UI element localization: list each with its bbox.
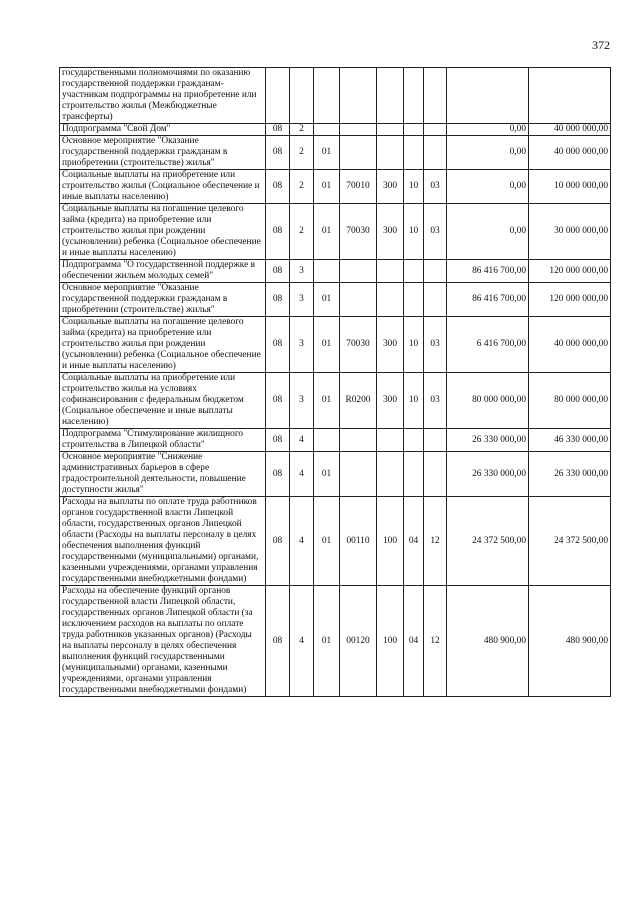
amount-year-1: 0,00 (447, 136, 529, 170)
code-program (314, 429, 340, 452)
code-razdel (266, 68, 290, 124)
row-name: государственными полномочиями по оказанию государственной поддержки гражданам-участникам подпрограммы на приобретение или строительство жилья (Межбюджетные трансферты) (60, 68, 266, 124)
code-section (404, 452, 424, 497)
code-direction: 70030 (340, 204, 377, 260)
code-subsection (424, 452, 447, 497)
code-vid (377, 124, 404, 136)
code-section: 10 (404, 317, 424, 373)
amount-year-1: 24 372 500,00 (447, 497, 529, 586)
code-program: 01 (314, 170, 340, 204)
code-section: 10 (404, 204, 424, 260)
amount-year-2: 40 000 000,00 (529, 136, 611, 170)
code-section: 04 (404, 497, 424, 586)
amount-year-1: 0,00 (447, 170, 529, 204)
row-name: Социальные выплаты на приобретение или строительство жилья на условиях софинансирования с федеральным бюджетом (Социальное обеспечение и иные выплаты населению) (60, 373, 266, 429)
code-razdel: 08 (266, 497, 290, 586)
code-razdel: 08 (266, 170, 290, 204)
code-program (314, 68, 340, 124)
budget-table (59, 67, 611, 697)
table-row (60, 204, 611, 260)
table-row (60, 260, 611, 283)
table-row (60, 452, 611, 497)
code-section: 10 (404, 373, 424, 429)
row-name: Подпрограмма "О государственной поддержке в обеспечении жильем молодых семей" (60, 260, 266, 283)
code-razdel: 08 (266, 124, 290, 136)
code-subsection: 03 (424, 317, 447, 373)
code-direction: 70010 (340, 170, 377, 204)
code-direction (340, 452, 377, 497)
code-razdel: 08 (266, 136, 290, 170)
amount-year-2 (529, 68, 611, 124)
amount-year-2: 30 000 000,00 (529, 204, 611, 260)
code-podrazdel: 2 (290, 204, 314, 260)
code-subsection (424, 283, 447, 317)
code-direction: R0200 (340, 373, 377, 429)
code-podrazdel: 3 (290, 283, 314, 317)
code-direction (340, 124, 377, 136)
amount-year-2: 46 330 000,00 (529, 429, 611, 452)
code-direction (340, 283, 377, 317)
code-subsection: 03 (424, 170, 447, 204)
code-subsection (424, 260, 447, 283)
amount-year-2: 40 000 000,00 (529, 124, 611, 136)
code-program: 01 (314, 136, 340, 170)
code-razdel: 08 (266, 260, 290, 283)
code-vid: 100 (377, 497, 404, 586)
code-program: 01 (314, 497, 340, 586)
code-program: 01 (314, 452, 340, 497)
code-program: 01 (314, 204, 340, 260)
code-direction (340, 429, 377, 452)
code-razdel: 08 (266, 429, 290, 452)
code-vid: 300 (377, 373, 404, 429)
code-vid (377, 260, 404, 283)
code-podrazdel: 3 (290, 317, 314, 373)
code-razdel: 08 (266, 283, 290, 317)
code-program (314, 124, 340, 136)
table-row (60, 429, 611, 452)
table-row (60, 586, 611, 697)
code-section (404, 283, 424, 317)
amount-year-1: 6 416 700,00 (447, 317, 529, 373)
amount-year-2: 120 000 000,00 (529, 260, 611, 283)
amount-year-1: 26 330 000,00 (447, 452, 529, 497)
code-vid: 100 (377, 586, 404, 697)
code-program: 01 (314, 586, 340, 697)
code-podrazdel: 4 (290, 452, 314, 497)
amount-year-1: 0,00 (447, 124, 529, 136)
amount-year-1: 480 900,00 (447, 586, 529, 697)
code-podrazdel: 4 (290, 429, 314, 452)
code-vid (377, 429, 404, 452)
page-number: 372 (592, 38, 610, 52)
code-program: 01 (314, 283, 340, 317)
amount-year-2: 40 000 000,00 (529, 317, 611, 373)
code-subsection (424, 68, 447, 124)
amount-year-2: 10 000 000,00 (529, 170, 611, 204)
code-podrazdel: 3 (290, 260, 314, 283)
code-section (404, 124, 424, 136)
amount-year-1: 26 330 000,00 (447, 429, 529, 452)
table-row (60, 283, 611, 317)
code-section (404, 429, 424, 452)
table-row (60, 68, 611, 124)
code-section: 10 (404, 170, 424, 204)
code-direction (340, 136, 377, 170)
amount-year-2: 120 000 000,00 (529, 283, 611, 317)
code-program: 01 (314, 317, 340, 373)
code-subsection: 12 (424, 586, 447, 697)
code-podrazdel: 2 (290, 136, 314, 170)
row-name: Расходы на выплаты по оплате труда работников органов государственной власти Липецкой области, государственных органов Липецкой области (Расходы на выплаты персоналу в целях обеспечения выполнения функций государственными (муниципальными) органами, казенными учреждениями, органами управления государственными внебюджетными фондами) (60, 497, 266, 586)
code-vid (377, 452, 404, 497)
amount-year-1: 86 416 700,00 (447, 283, 529, 317)
code-vid: 300 (377, 317, 404, 373)
code-section (404, 136, 424, 170)
code-razdel: 08 (266, 452, 290, 497)
row-name: Подпрограмма "Свой Дом" (60, 124, 266, 136)
amount-year-2: 24 372 500,00 (529, 497, 611, 586)
code-direction: 00120 (340, 586, 377, 697)
row-name: Социальные выплаты на погашение целевого займа (кредита) на приобретение или строительство жилья при рождении (усыновлении) ребенка (Социальное обеспечение и иные выплаты населению) (60, 204, 266, 260)
code-podrazdel: 4 (290, 497, 314, 586)
code-podrazdel: 3 (290, 373, 314, 429)
table-row (60, 124, 611, 136)
code-direction: 70030 (340, 317, 377, 373)
row-name: Основное мероприятие "Снижение административных барьеров в сфере градостроительной деятельности, повышение доступности жилья" (60, 452, 266, 497)
code-subsection: 03 (424, 204, 447, 260)
table-row (60, 136, 611, 170)
amount-year-2: 80 000 000,00 (529, 373, 611, 429)
code-razdel: 08 (266, 204, 290, 260)
code-program (314, 260, 340, 283)
code-direction: 00110 (340, 497, 377, 586)
code-subsection: 12 (424, 497, 447, 586)
code-subsection: 03 (424, 373, 447, 429)
amount-year-2: 480 900,00 (529, 586, 611, 697)
amount-year-1: 80 000 000,00 (447, 373, 529, 429)
code-section: 04 (404, 586, 424, 697)
row-name: Социальные выплаты на погашение целевого займа (кредита) на приобретение или строительство жилья при рождении (усыновлении) ребенка (Социальное обеспечение и иные выплаты населению) (60, 317, 266, 373)
row-name: Основное мероприятие "Оказание государственной поддержки гражданам в приобретении (строительстве) жилья" (60, 136, 266, 170)
row-name: Социальные выплаты на приобретение или строительство жилья (Социальное обеспечение и иные выплаты населению) (60, 170, 266, 204)
row-name: Основное мероприятие "Оказание государственной поддержки гражданам в приобретении (строительстве) жилья" (60, 283, 266, 317)
amount-year-1 (447, 68, 529, 124)
code-vid (377, 136, 404, 170)
row-name: Расходы на обеспечение функций органов государственной власти Липецкой области, государственных органов Липецкой области (за исключением расходов на выплаты по оплате труда работников указанных органов) (Расходы на выплаты персоналу в целях обеспечения выполнения функций государственными (муниципальными) органами, казенными учреждениями, органами управления государственными внебюджетными фондами) (60, 586, 266, 697)
code-program: 01 (314, 373, 340, 429)
row-name: Подпрограмма "Стимулирование жилищного строительства в Липецкой области" (60, 429, 266, 452)
code-razdel: 08 (266, 373, 290, 429)
code-razdel: 08 (266, 586, 290, 697)
amount-year-1: 0,00 (447, 204, 529, 260)
code-direction (340, 260, 377, 283)
code-podrazdel (290, 68, 314, 124)
amount-year-2: 26 330 000,00 (529, 452, 611, 497)
code-vid (377, 283, 404, 317)
code-podrazdel: 2 (290, 170, 314, 204)
table-row (60, 170, 611, 204)
code-vid: 300 (377, 204, 404, 260)
code-vid (377, 68, 404, 124)
code-section (404, 68, 424, 124)
table-row (60, 497, 611, 586)
code-subsection (424, 124, 447, 136)
code-direction (340, 68, 377, 124)
table-row (60, 317, 611, 373)
table-row (60, 373, 611, 429)
amount-year-1: 86 416 700,00 (447, 260, 529, 283)
code-subsection (424, 136, 447, 170)
code-vid: 300 (377, 170, 404, 204)
code-podrazdel: 4 (290, 586, 314, 697)
code-section (404, 260, 424, 283)
code-razdel: 08 (266, 317, 290, 373)
code-subsection (424, 429, 447, 452)
code-podrazdel: 2 (290, 124, 314, 136)
